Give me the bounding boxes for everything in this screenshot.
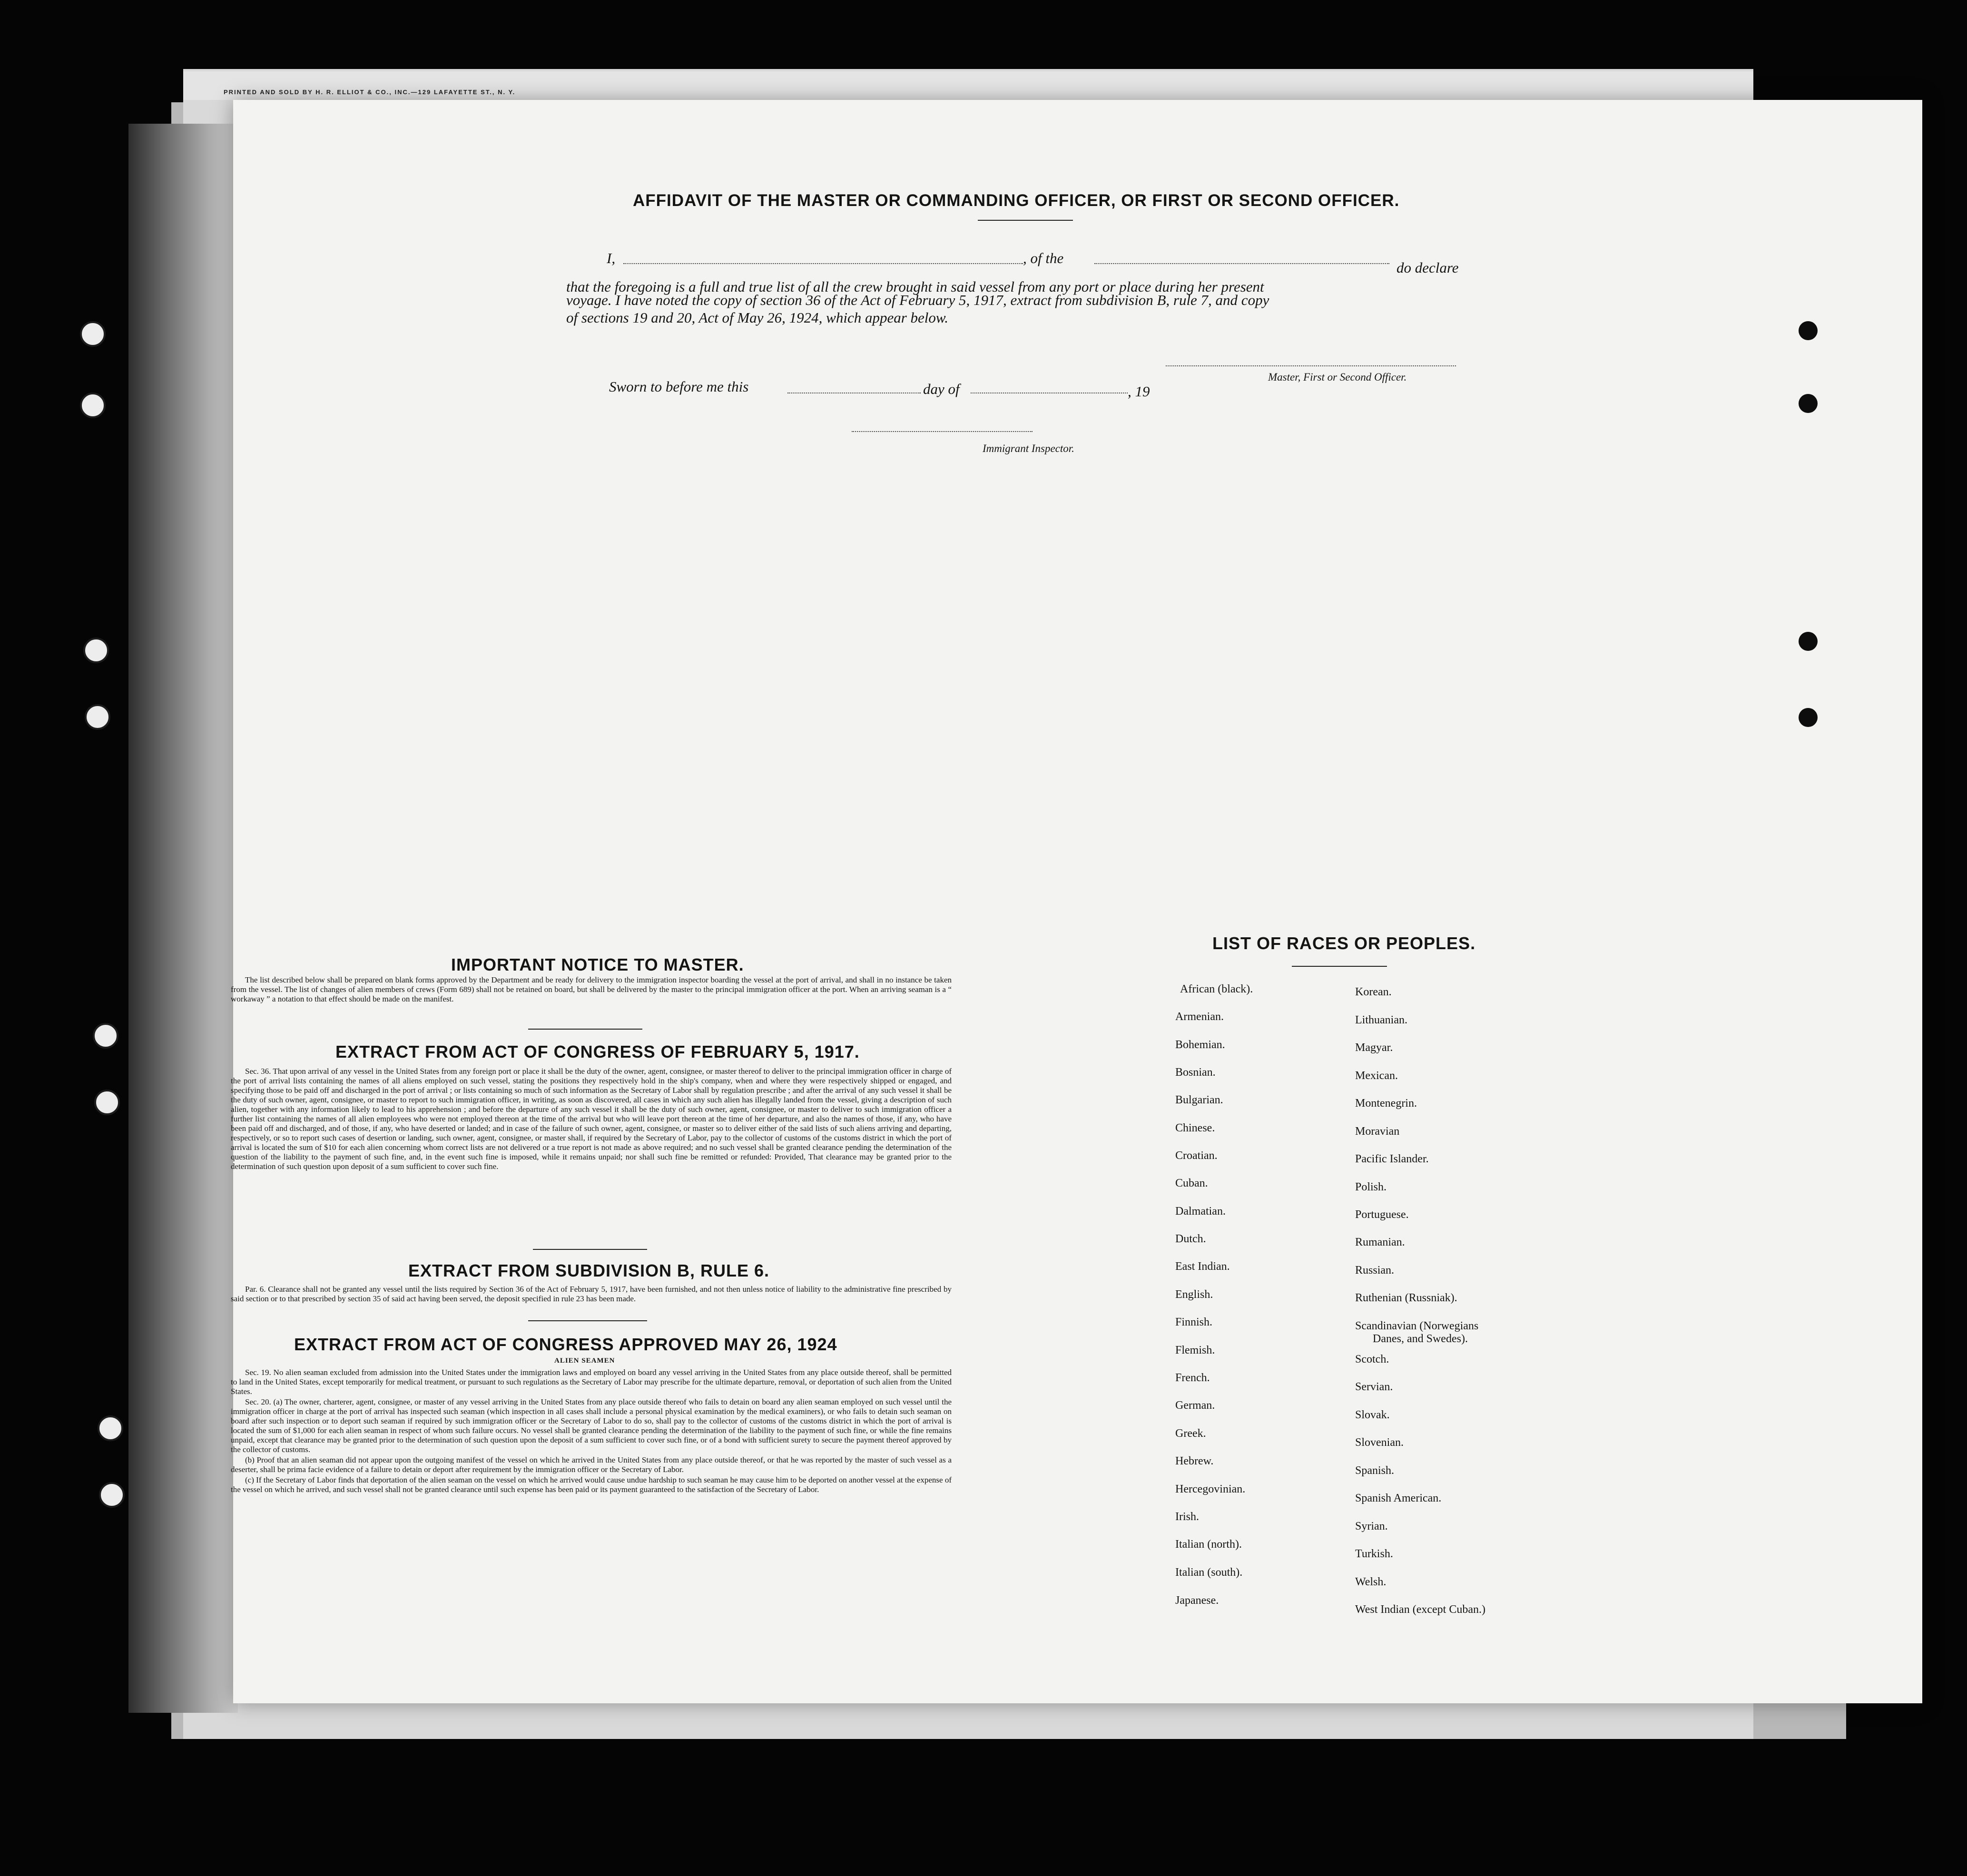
race-item: Pacific Islander. xyxy=(1355,1153,1429,1165)
extract1-title: EXTRACT FROM ACT OF CONGRESS OF FEBRUARY 5, 1917. xyxy=(335,1042,860,1061)
affidavit-title: AFFIDAVIT OF THE MASTER OR COMMANDING OFFICER, OR FIRST OR SECOND OFFICER. xyxy=(633,191,1400,210)
binder-hole xyxy=(98,1415,123,1441)
race-item: Rumanian. xyxy=(1355,1236,1405,1248)
race-item: Dutch. xyxy=(1175,1233,1206,1245)
binder-hole xyxy=(94,1090,120,1115)
inspector-signature-line[interactable] xyxy=(852,431,1033,432)
year-prefix: , 19 xyxy=(1128,383,1150,400)
race-item: East Indian. xyxy=(1175,1260,1230,1273)
race-item: Slovak. xyxy=(1355,1409,1390,1421)
notice-title: IMPORTANT NOTICE TO MASTER. xyxy=(451,955,744,974)
affidavit-of-the: , of the xyxy=(1023,250,1064,266)
extract2-title: EXTRACT FROM SUBDIVISION B, RULE 6. xyxy=(408,1261,770,1280)
race-item: Armenian. xyxy=(1175,1011,1224,1023)
race-item: Turkish. xyxy=(1355,1548,1393,1560)
notice-paragraph: The list described below shall be prepared on blank forms approved by the Department and be ready for delivery to the immigration inspector boarding the vessel at the port of arrival, and shall in no instance be taken from the vessel. The list of changes of alien members of crews (Form 689) shall not be retained on board, but shall be delivered by the master to the principal immigration officer at the port. When an arriving seaman is a “ workaway ” a notation to that effect should be made on the manifest. xyxy=(231,975,952,1003)
race-item: Bohemian. xyxy=(1175,1039,1225,1051)
extract3-body xyxy=(231,1368,952,1495)
affidavit-i: I, xyxy=(607,250,616,266)
race-item: Slovenian. xyxy=(1355,1436,1404,1449)
section-rule xyxy=(533,1249,647,1250)
extract1-body xyxy=(231,1067,952,1172)
race-item: Scandinavian (Norwegians xyxy=(1355,1320,1479,1332)
master-signature-line[interactable] xyxy=(1166,365,1456,366)
race-item: West Indian (except Cuban.) xyxy=(1355,1603,1485,1616)
punch-hole xyxy=(1799,321,1818,340)
affidavit-line-3: voyage. I have noted the copy of section 36 of the Act of February 5, 1917, extract from subdivision B, rule 7, and copy xyxy=(566,292,1269,308)
punch-hole xyxy=(1799,708,1818,727)
master-label: Master, First or Second Officer. xyxy=(1268,371,1407,383)
printer-strip xyxy=(183,71,1753,100)
extract2-body xyxy=(231,1285,952,1305)
punch-hole xyxy=(1799,632,1818,651)
race-item: Syrian. xyxy=(1355,1520,1388,1532)
extract2-paragraph: Par. 6. Clearance shall not be granted any vessel until the lists required by Section 36 of the Act of February 5, 1917, have been furnished, and not then unless notice of liability to the administrative fine prescribed by said section or to that prescribed by section 35 of said act having been served, the deposit specified in rule 23 has been made. xyxy=(231,1285,952,1303)
race-item: African (black). xyxy=(1180,983,1253,995)
race-item: Spanish American. xyxy=(1355,1492,1442,1504)
extract3-sec20b: (b) Proof that an alien seaman did not appear upon the outgoing manifest of the vessel on which he arrived in the United States from any place outside thereof, or that he was reported by the master of such vessel as a deserter, shall be prima facie evidence of a failure to detain or deport after requirement by the immigration officer or the Secretary of Labor. xyxy=(231,1455,952,1474)
race-item: Korean. xyxy=(1355,986,1392,998)
race-item: Italian (south). xyxy=(1175,1566,1243,1579)
punch-hole xyxy=(1799,394,1818,413)
printer-imprint: PRINTED AND SOLD BY H. R. ELLIOT & CO., INC.—129 LAFAYETTE ST., N. Y. xyxy=(224,88,516,96)
race-item: Moravian xyxy=(1355,1125,1400,1138)
sworn-text: Sworn to before me this xyxy=(609,378,749,395)
race-item: Irish. xyxy=(1175,1511,1199,1523)
race-item: Italian (north). xyxy=(1175,1538,1242,1551)
race-item: Bulgarian. xyxy=(1175,1094,1223,1106)
race-item: German. xyxy=(1175,1399,1215,1412)
binder-hole xyxy=(85,704,110,730)
race-item: Hercegovinian. xyxy=(1175,1483,1246,1495)
binder-hole xyxy=(80,321,106,347)
binder-hole xyxy=(93,1023,118,1049)
binder-hole xyxy=(99,1482,125,1508)
race-item: Scotch. xyxy=(1355,1353,1389,1365)
race-item: Japanese. xyxy=(1175,1594,1219,1607)
affidavit-do-declare: do declare xyxy=(1397,259,1459,276)
section-rule xyxy=(528,1320,647,1321)
race-item: Welsh. xyxy=(1355,1576,1387,1588)
race-item: Hebrew. xyxy=(1175,1455,1214,1467)
races-title: LIST OF RACES OR PEOPLES. xyxy=(1212,933,1476,953)
binder-hole xyxy=(83,638,109,663)
race-item: Cuban. xyxy=(1175,1177,1208,1189)
affidavit-line-2: that the foregoing is a full and true list of all the crew brought in said vessel from any port or place during her present xyxy=(566,278,1264,295)
race-item: Croatian. xyxy=(1175,1149,1218,1162)
race-item: English. xyxy=(1175,1288,1213,1301)
race-item: Bosnian. xyxy=(1175,1066,1216,1079)
race-item: Chinese. xyxy=(1175,1122,1215,1134)
race-item: Finnish. xyxy=(1175,1316,1213,1328)
race-item: Russian. xyxy=(1355,1264,1395,1277)
race-item: Dalmatian. xyxy=(1175,1205,1226,1218)
section-rule xyxy=(528,1029,642,1030)
race-item: Magyar. xyxy=(1355,1041,1393,1054)
race-item: Greek. xyxy=(1175,1427,1206,1440)
race-item: Polish. xyxy=(1355,1181,1387,1193)
vessel-blank[interactable] xyxy=(1094,263,1389,264)
extract3-sec20a: Sec. 20. (a) The owner, charterer, agent, consignee, or master of any vessel arriving in the United States from any place outside thereof who fails to detain on board any alien seaman employed on such vessel until the immigration officer in charge at the port of arrival has inspected such seaman (which inspection in all cases shall include a personal physical examination by the medical examiners), or who fails to detain such seaman on board after such inspection or to deport such seaman if required by such immigration officer or the Secretary of Labor to do so, shall pay to the collector of customs of the customs district in which the port of arrival is located the sum of $1,000 for each alien seaman in respect of whom such failure occurs. No vessel shall be granted clearance pending the determination of the liability to the payment of such fine, or while the fine remains unpaid, except that clearance may be granted prior to the determination of such question upon the deposit of a sum sufficient to cover such fine, or of a bond with sufficient surety to secure the payment thereof approved by the collector of customs. xyxy=(231,1397,952,1454)
race-item: Spanish. xyxy=(1355,1464,1395,1477)
name-blank[interactable] xyxy=(623,263,1023,264)
race-item: Portuguese. xyxy=(1355,1208,1409,1221)
extract3-sec19: Sec. 19. No alien seaman excluded from admission into the United States under the immigration laws and employed on board any vessel arriving in the United States from any place outside thereof, shall be permitted to land in the United States, except temporarily for medical treatment, or pursuant to such regulations as the Secretary of Labor may prescribe for the ultimate departure, removal, or deportation of such alien from the United States. xyxy=(231,1368,952,1396)
left-binding-edge xyxy=(128,124,238,1713)
race-item: Mexican. xyxy=(1355,1070,1398,1082)
race-item: Montenegrin. xyxy=(1355,1097,1417,1110)
extract3-title: EXTRACT FROM ACT OF CONGRESS APPROVED MAY 26, 1924 xyxy=(294,1335,837,1354)
extract3-subtitle: ALIEN SEAMEN xyxy=(554,1357,615,1365)
race-item: Flemish. xyxy=(1175,1344,1215,1356)
race-item: Danes, and Swedes). xyxy=(1373,1333,1468,1345)
races-rule xyxy=(1292,966,1387,967)
extract1-paragraph: Sec. 36. That upon arrival of any vessel in the United States from any foreign port or place it shall be the duty of the owner, agent, consignee, or master thereof to deliver to the principal immigration officer in charge of the port of arrival lists containing the names of all aliens employed on such vessel, stating the positions they respectively hold in the ship's company, when and where they were respectively shipped or engaged, and specifying those to be paid off and discharged in the port of arrival ; or lists containing so much of such information as the Secretary of Labor shall by regulation prescribe ; and after the arrival of any such vessel it shall be the duty of such owner, agent, consignee, or master to report to such immigration officer, in writing, as soon as discovered, all cases in which any such alien has illegally landed from the vessel, giving a description of such alien, together with any information likely to lead to his apprehension ; and before the departure of any such vessel it shall be the duty of such owner, agent, consignee, or master to deliver to such immigration officer a further list containing the names of all alien employees who were not employed thereon at the time of the arrival but who will leave port thereon at the time of her departure, and also the names of those, if any, who have been paid off and discharged, and of those, if any, who have deserted or landed; and in case of the failure of such owner, agent, consignee, or master so to deliver either of the said lists of such aliens arriving and departing, respectively, or so to report such cases of desertion or landing, such owner, agent, consignee, or master shall, if required by the Secretary of Labor, pay to the collector of customs of the customs district in which the port of arrival is located the sum of $10 for each alien concerning whom correct lists are not delivered or a true report is not made as above required; and no such vessel shall be granted clearance pending the determination of the question of the liability to the payment of such fine, and, in the event such fine is imposed, while it remains unpaid; nor shall such fine be remitted or refunded: Provided, That clearance may be granted prior to the determination of such question upon deposit of a sum sufficient to cover such fine. xyxy=(231,1067,952,1171)
day-of-text: day of xyxy=(923,381,960,397)
inspector-label: Immigrant Inspector. xyxy=(983,442,1074,454)
race-item: Ruthenian (Russniak). xyxy=(1355,1292,1457,1304)
race-item: Servian. xyxy=(1355,1381,1393,1393)
extract3-sec20c: (c) If the Secretary of Labor finds that deportation of the alien seaman on the vessel on which he arrived would cause undue hardship to such seaman he may cause him to be deported on another vessel at the expense of the vessel on which he arrived, and such vessel shall not be granted clearance until such expense has been paid or its payment guaranteed to the satisfaction of the Secretary of Labor. xyxy=(231,1475,952,1494)
notice-body xyxy=(231,975,952,1005)
affidavit-line-4: of sections 19 and 20, Act of May 26, 1924, which appear below. xyxy=(566,309,949,326)
binder-hole xyxy=(80,393,106,418)
race-item: French. xyxy=(1175,1372,1210,1384)
title-rule xyxy=(978,220,1073,221)
race-item: Lithuanian. xyxy=(1355,1014,1407,1026)
